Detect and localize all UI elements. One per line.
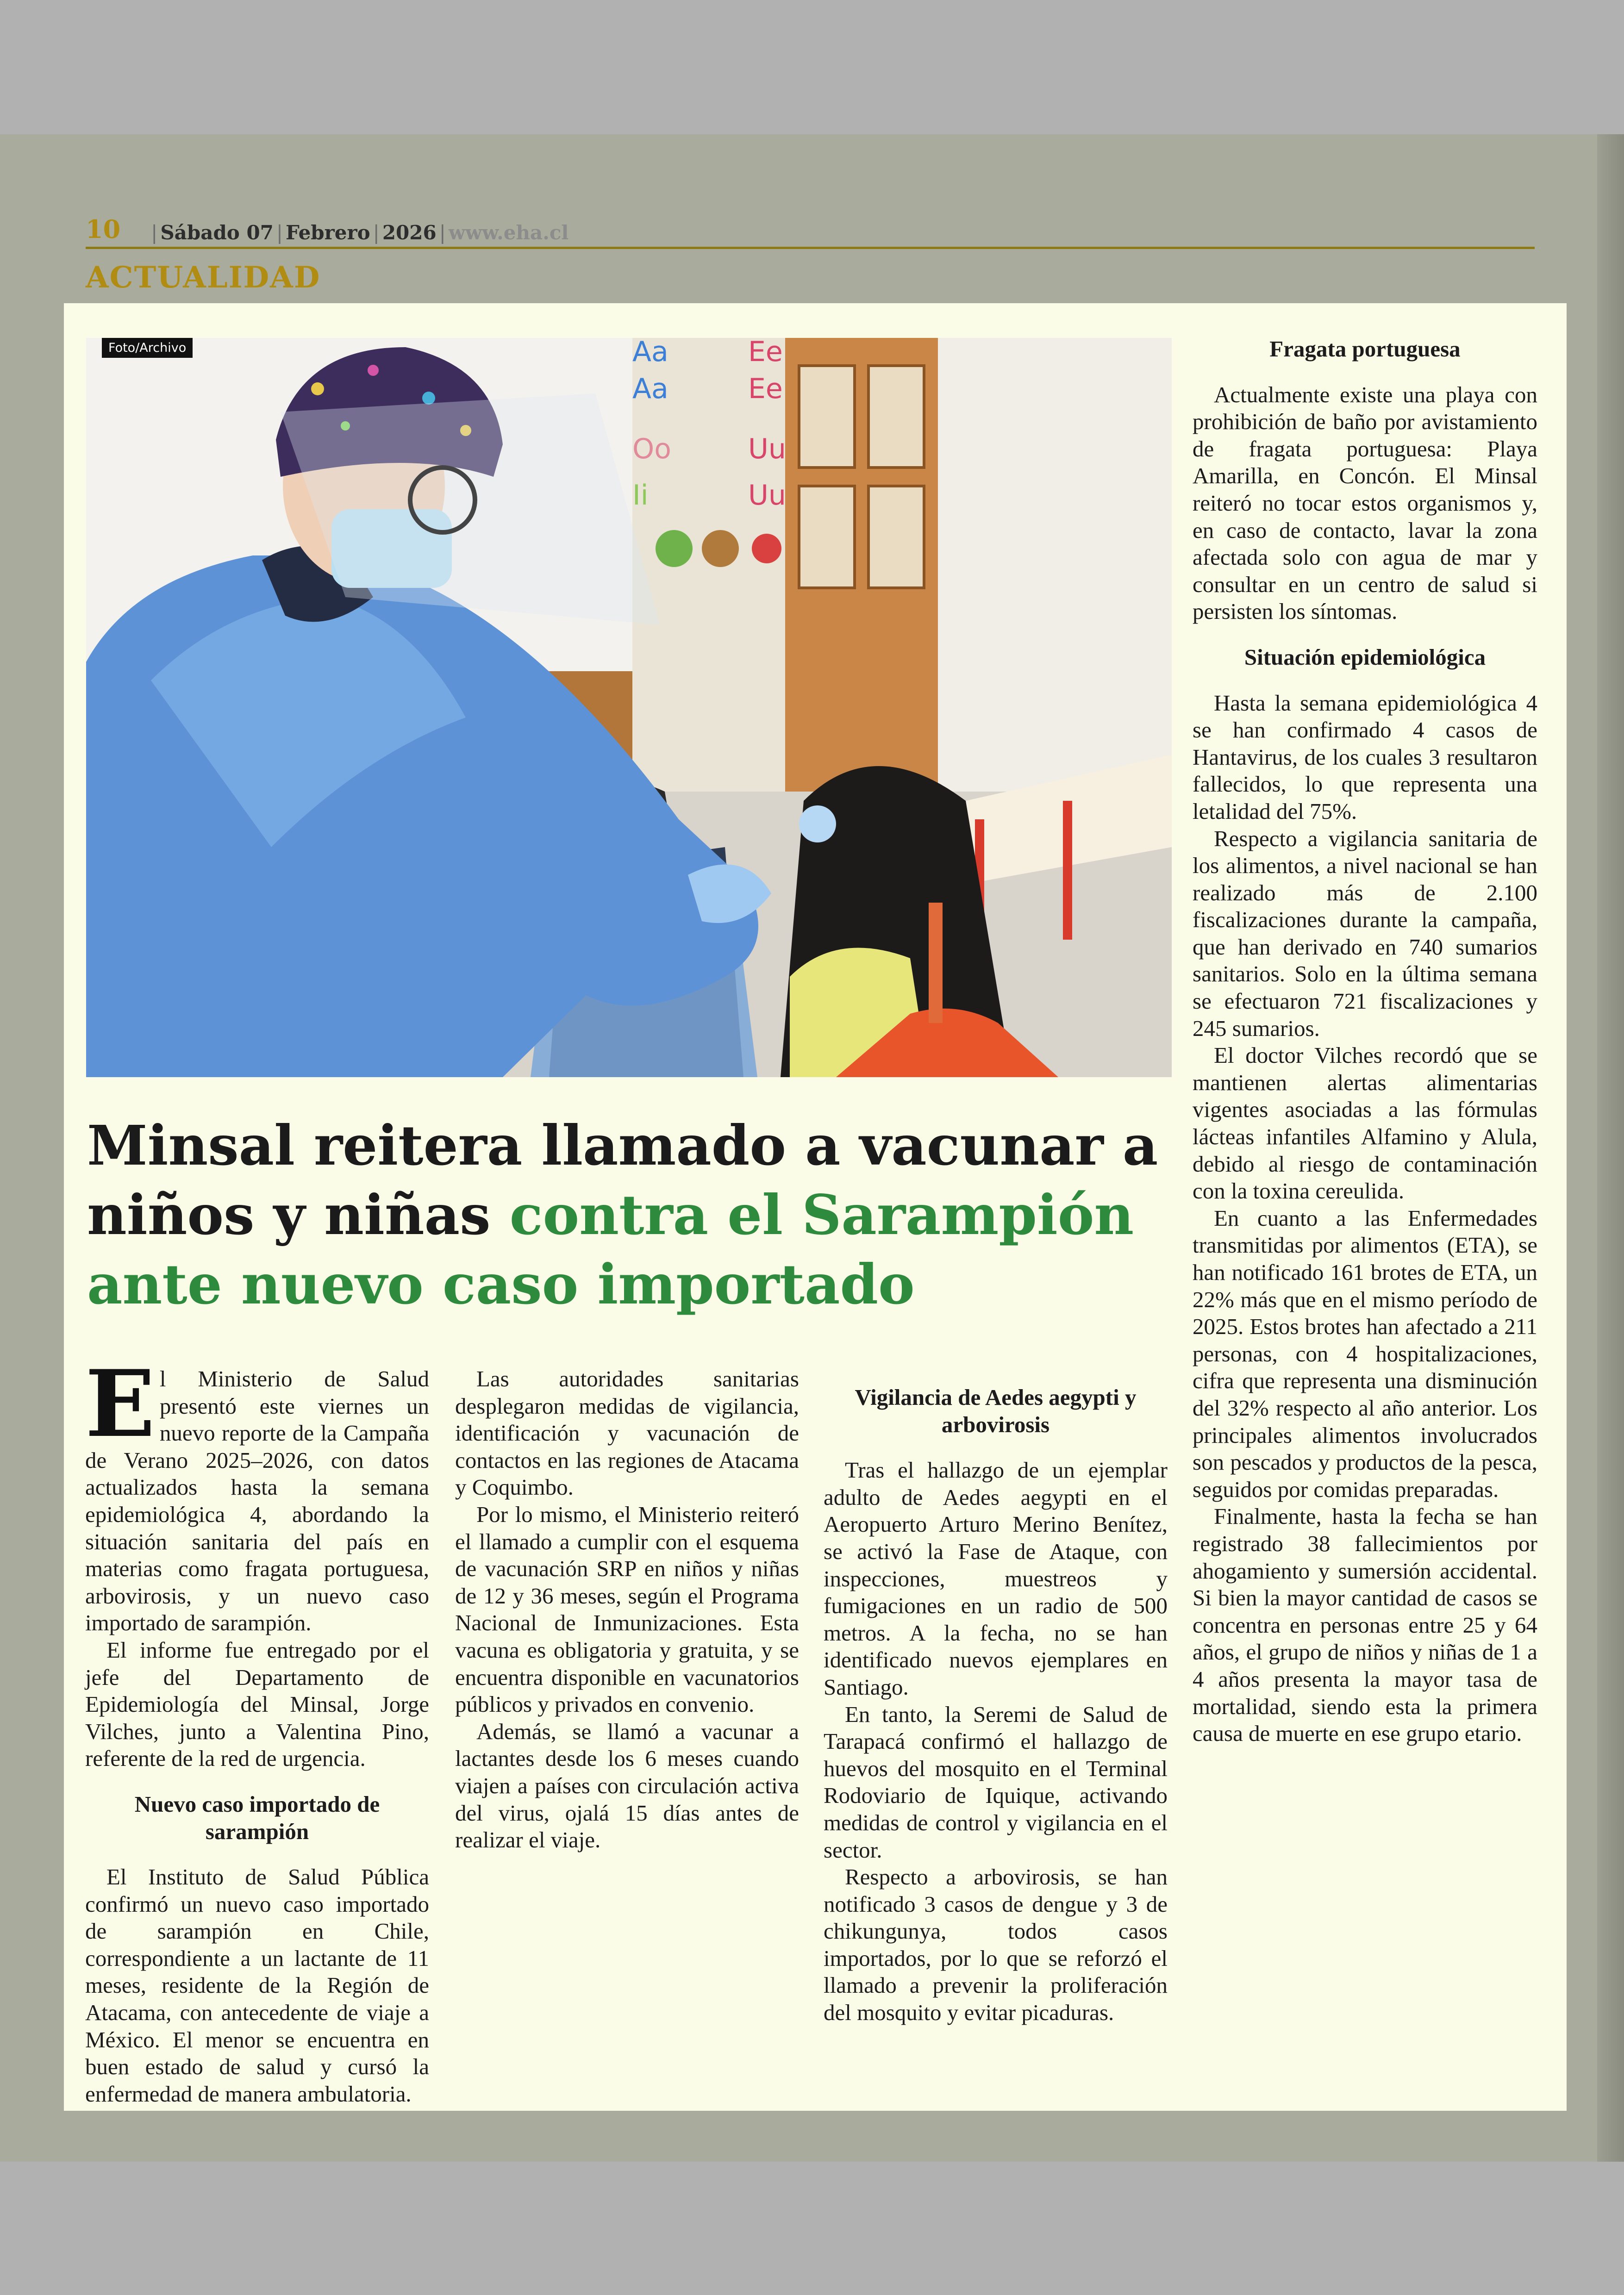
- paragraph: Además, se llamó a vacunar a lactantes desde los 6 meses cuando viajen a países con circulación activa del virus, ojalá 15 días antes de realizar el viaje.: [455, 1718, 799, 1853]
- separator: |: [276, 221, 283, 244]
- svg-text:Aa: Aa: [632, 338, 668, 368]
- subheading: Nuevo caso importado de sarampión: [134, 1791, 380, 1844]
- page-number: 10: [86, 214, 121, 244]
- date-day: Sábado 07: [160, 221, 274, 244]
- svg-text:Uu: Uu: [748, 433, 786, 465]
- date-year: 2026: [382, 221, 437, 244]
- paragraph: El doctor Vilches recordó que se mantienen alertas alimentarias vigentes asociadas a las fórmulas lácteas infantiles Alfamino y Alula, debido al riesgo de contaminación con la toxina cereulida.: [1193, 1042, 1537, 1204]
- photo-credit: Foto/Archivo: [102, 338, 193, 358]
- paragraph: Actualmente existe una playa con prohibición de baño por avistamiento de fragata portuguesa: Playa Amarilla, en Concón. El Minsal reiteró no tocar estos organismos y, en caso de contacto, lavar la zona afectada solo con agua de mar y consultar en un centro de salud si persisten los síntomas.: [1193, 381, 1537, 624]
- paragraph: En cuanto a las Enfermedades transmitidas por alimentos (ETA), se han notificado 161 brotes de ETA, un 22% más que en el mismo período de 2025. Estos brotes han afectado a 211 personas, con 4 hospitalizaciones, cifra que representa una disminución del 32% respecto al año anterior. Los principales alimentos involucrados son pescados y productos de la pesca, seguidos por comidas preparadas.: [1193, 1205, 1537, 1502]
- paragraph: Las autoridades sanitarias desplegaron medidas de vigilancia, identificación y vacunación de contactos en las regiones de Atacama y Coquimbo.: [455, 1366, 799, 1500]
- paragraph: Respecto a vigilancia sanitaria de los alimentos, a nivel nacional se han realizado más de 2.100 fiscalizaciones durante la campaña, que han derivado en 740 sumarios sanitarios. Solo en la última semana se efectuaron 721 fiscalizaciones y 245 sumarios.: [1193, 825, 1537, 1041]
- paragraph: l Ministerio de Salud presentó este viernes un nuevo reporte de la Campaña de Verano 2025–2026, con datos actualizados hasta la semana epidemiológica 4, abordando la situación sanitaria del país en materias como fragata portuguesa, arbovirosis, y un nuevo caso importado de sarampión.: [85, 1366, 429, 1636]
- newspaper-page: [0, 134, 1624, 2162]
- svg-text:Oo: Oo: [632, 433, 671, 465]
- text-column-4: [1193, 317, 1537, 1747]
- text-column-1: [85, 1350, 429, 2108]
- article-sheet: [64, 303, 1567, 2111]
- drop-cap: E: [85, 1350, 155, 1458]
- headline-accent: contra el Sarampión ante nuevo caso importado: [87, 1183, 1134, 1316]
- separator: |: [373, 221, 380, 244]
- paragraph: Por lo mismo, el Ministerio reiteró el llamado a cumplir con el esquema de vacunación SRP en niños y niñas de 12 y 36 meses, según el Programa Nacional de Inmunizaciones. Esta vacuna es obligatoria y gratuita, y se encuentra disponible en vacunatorios públicos y privados en convenio.: [455, 1501, 799, 1717]
- svg-text:Uu: Uu: [748, 479, 786, 511]
- svg-text:Ee: Ee: [748, 338, 783, 368]
- separator: |: [439, 221, 446, 244]
- svg-text:Ii: Ii: [632, 479, 649, 511]
- svg-text:Ee: Ee: [748, 373, 783, 405]
- headline-main: Minsal reitera llamado a vacunar a niños y niñas: [87, 1113, 1158, 1247]
- paragraph: El Instituto de Salud Pública confirmó un nuevo caso importado de sarampión en Chile, correspondiente a un lactante de 11 meses, residente de la Región de Atacama, con antecedente de viaje a México. El menor se encuentra en buen estado de salud y cursó la enfermedad de manera ambulatoria.: [85, 1864, 429, 2107]
- date-month: Febrero: [286, 221, 370, 244]
- section-label: ACTUALIDAD: [86, 260, 321, 295]
- paragraph: Hasta la semana epidemiológica 4 se han confirmado 4 casos de Hantavirus, de los cuales 3 resultaron fallecidos, lo que representa una letalidad del 75%.: [1193, 690, 1537, 824]
- vaccination-scene-image: [86, 338, 1172, 1077]
- page-edge: [1597, 134, 1624, 2162]
- subheading: Fragata portuguesa: [1269, 336, 1461, 362]
- paragraph: En tanto, la Seremi de Salud de Tarapacá confirmó el hallazgo de huevos del mosquito en el Terminal Rodoviario de Iquique, activando medidas de control y vigilancia en el sector.: [824, 1701, 1168, 1863]
- page-header: [86, 212, 1535, 249]
- article-headline: [87, 1111, 1189, 1319]
- subheading: Situación epidemiológica: [1244, 644, 1486, 670]
- paragraph: Respecto a arbovirosis, se han notificado 3 casos de dengue y 3 de chikungunya, todos casos importados, por lo que se reforzó el llamado a prevenir la proliferación del mosquito y evitar picaduras.: [824, 1864, 1168, 2026]
- paragraph: Tras el hallazgo de un ejemplar adulto de Aedes aegypti en el Aeropuerto Arturo Merino Benítez, se activó la Fase de Ataque, con inspecciones, muestreos y fumigaciones en un radio de 500 metros. A la fecha, no se han identificado nuevos ejemplares en Santiago.: [824, 1457, 1168, 1700]
- site-url: www.eha.cl: [448, 221, 569, 244]
- article-photo: [86, 338, 1172, 1077]
- text-column-2: [455, 1366, 799, 1854]
- paragraph: Finalmente, hasta la fecha se han registrado 38 fallecimientos por ahogamiento y sumersión accidental. Si bien la mayor cantidad de casos se concentra en personas entre 25 y 64 años, el grupo de niños y niñas de 1 a 4 años presenta la mayor tasa de mortalidad, siendo esta la primera causa de muerte en ese grupo etario.: [1193, 1503, 1537, 1746]
- text-column-3: [824, 1366, 1168, 2027]
- svg-text:Aa: Aa: [632, 373, 668, 405]
- subheading: Vigilancia de Aedes aegypti y arbovirosis: [855, 1384, 1137, 1437]
- paragraph: El informe fue entregado por el jefe del Departamento de Epidemiología del Minsal, Jorge Vilches, junto a Valentina Pino, referente de la red de urgencia.: [85, 1637, 429, 1771]
- separator: |: [151, 221, 158, 244]
